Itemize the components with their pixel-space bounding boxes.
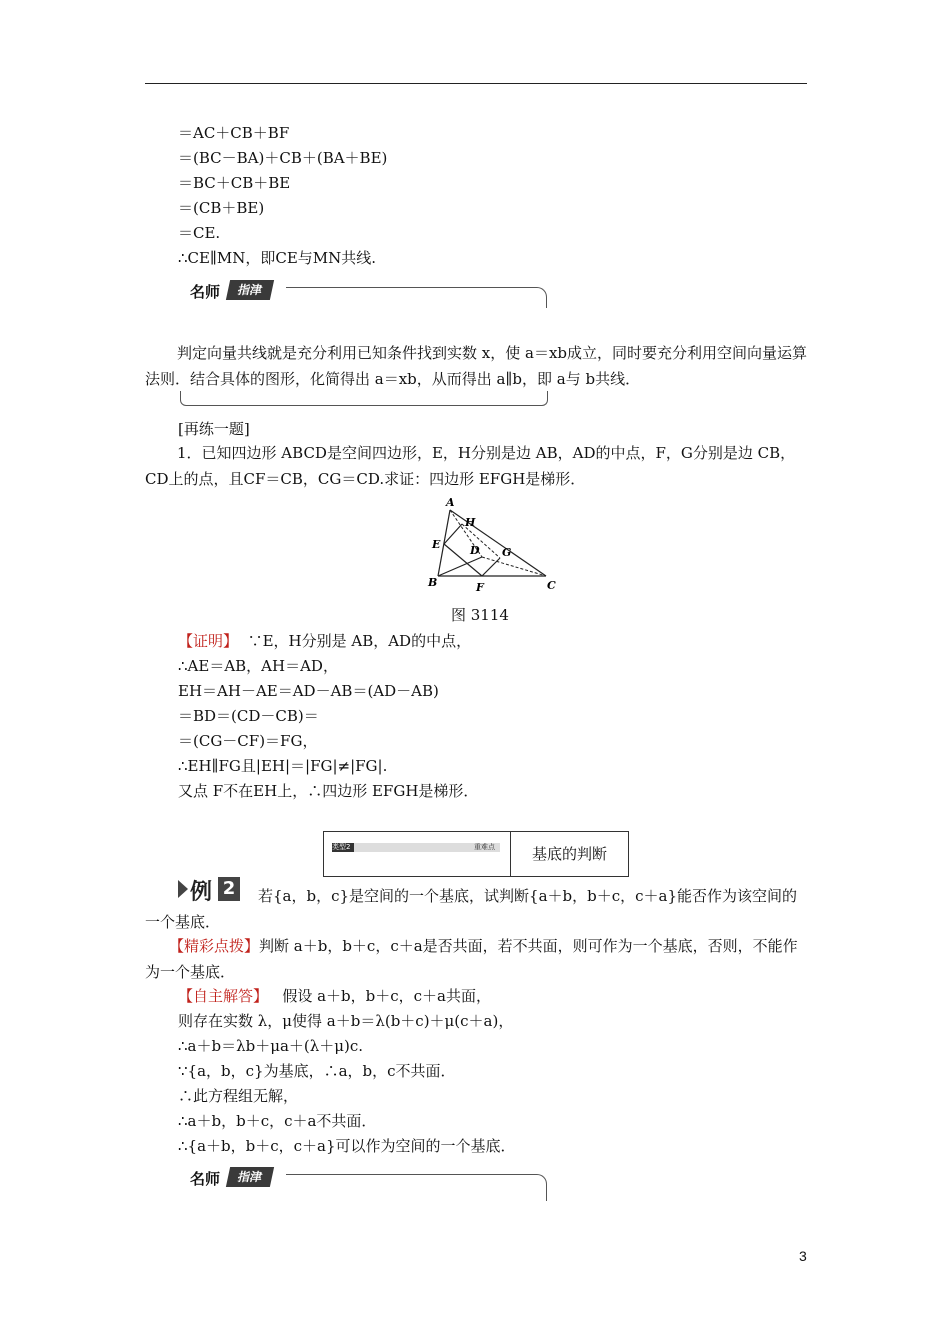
label-h: H <box>465 516 476 529</box>
label-g: G <box>502 546 512 559</box>
label-d: D <box>470 544 480 557</box>
proof1-line: ＝BC＋CB＋BE <box>178 174 291 192</box>
tip-top-border <box>286 1174 547 1201</box>
proof2-line: ∴EH∥FG且|EH|＝|FG|≠|FG|. <box>178 757 388 775</box>
solution-line: 则存在实数 λ，μ使得 a＋b＝λ(b＋c)＋μ(c＋a)， <box>178 1012 514 1030</box>
header-rule <box>145 83 807 84</box>
proof1-line: ＝(BC－BA)＋CB＋(BA＋BE) <box>178 149 388 167</box>
tip-bottom-border <box>180 391 548 406</box>
tip1-text: 判定向量共线就是充分利用已知条件找到实数 x，使 a＝xb成立，同时要充分利用空间向量运算法则．结合具体的图形，化简得出 a＝xb，从而得出 a∥b，即 a与 b共线． <box>145 344 808 388</box>
label-b: B <box>428 576 438 589</box>
quadrilateral-figure <box>420 494 560 598</box>
tip-top-border <box>286 287 547 308</box>
practice-header: [再练一题] <box>178 420 250 438</box>
edge-bd <box>438 557 482 576</box>
type-sub: 重难点 <box>474 843 495 851</box>
label-c: C <box>547 579 556 592</box>
solution-first: 假设 a＋b，b＋c，c＋a共面， <box>282 987 491 1005</box>
type-bar <box>332 843 500 852</box>
teacher-tag-part2: 指津 <box>226 1167 274 1187</box>
type-box <box>323 831 629 877</box>
solution-tag: 【自主解答】 <box>178 987 269 1005</box>
solution-line: ∴a＋b＝λb＋μa＋(λ＋μ)c. <box>178 1037 364 1055</box>
proof2-line: ＝BD＝(CD－CB)＝ <box>178 707 319 725</box>
page-number: 3 <box>799 1248 807 1264</box>
type-box-left <box>324 832 511 876</box>
proof1-line: ＝(CB＋BE) <box>178 199 265 217</box>
proof2-tag: 【证明】 <box>178 632 239 650</box>
hint-text: 判断 a＋b，b＋c，c＋a是否共面，若不共面，则可作为一个基底，否则，不能作为一个基底． <box>145 937 798 981</box>
figure-caption: 图 3114 <box>451 606 509 624</box>
proof1-line: ＝AC＋CB＋BF <box>178 124 290 142</box>
solution-line: ∴此方程组无解， <box>178 1087 299 1105</box>
label-f: F <box>476 581 484 594</box>
label-e: E <box>432 538 441 551</box>
example-label: 例 <box>190 880 213 905</box>
hint-tag: 【精彩点拨】 <box>169 937 260 955</box>
solution-line: ∴a＋b，b＋c，c＋a不共面． <box>178 1112 377 1130</box>
proof2-first-line <box>178 632 471 650</box>
teacher-tag-part1: 名师 <box>190 1170 221 1188</box>
proof1-line: ＝CE. <box>178 224 221 242</box>
hint-paragraph <box>145 933 807 985</box>
type-title: 基底的判断 <box>531 845 607 863</box>
edge-fg <box>482 558 500 576</box>
proof2-line: 又点 F不在EH上，∴四边形 EFGH是梯形． <box>178 782 479 800</box>
problem1-text: 1．已知四边形 ABCD是空间四边形，E，H分别是边 AB，AD的中点，F，G分别是边 CB，CD上的点，且CF＝CB，CG＝CD.求证：四边形 EFGH是梯形． <box>145 444 796 488</box>
proof2-line: EH＝AH－AE＝AD－AB＝(AD－AB) <box>178 682 439 700</box>
proof2-line: ∴AE＝AB，AH＝AD， <box>178 657 338 675</box>
example-text: 若{a，b，c}是空间的一个基底，试判断{a＋b，b＋c，c＋a}能否作为该空间的一个基底． <box>145 887 798 931</box>
proof2-first: ∵E，H分别是 AB，AD的中点， <box>247 632 472 650</box>
label-a: A <box>446 496 455 509</box>
example-number: 2 <box>218 877 240 901</box>
proof1-line: ∴CE∥MN，即CE与MN共线. <box>178 249 377 267</box>
teacher-tag <box>178 1166 290 1190</box>
teacher-tag-part2: 指津 <box>226 280 274 300</box>
solution-first-line <box>178 987 491 1005</box>
teacher-tag <box>178 279 290 303</box>
type-label: 类型2 <box>332 843 354 852</box>
solution-line: ∴{a＋b，b＋c，c＋a}可以作为空间的一个基底． <box>178 1137 516 1155</box>
teacher-tip-box-2 <box>178 1166 548 1206</box>
teacher-tag-part1: 名师 <box>190 283 221 301</box>
proof2-line: ＝(CG－CF)＝FG， <box>178 732 318 750</box>
solution-line: ∵{a，b，c}为基底，∴a，b，c不共面． <box>178 1062 456 1080</box>
